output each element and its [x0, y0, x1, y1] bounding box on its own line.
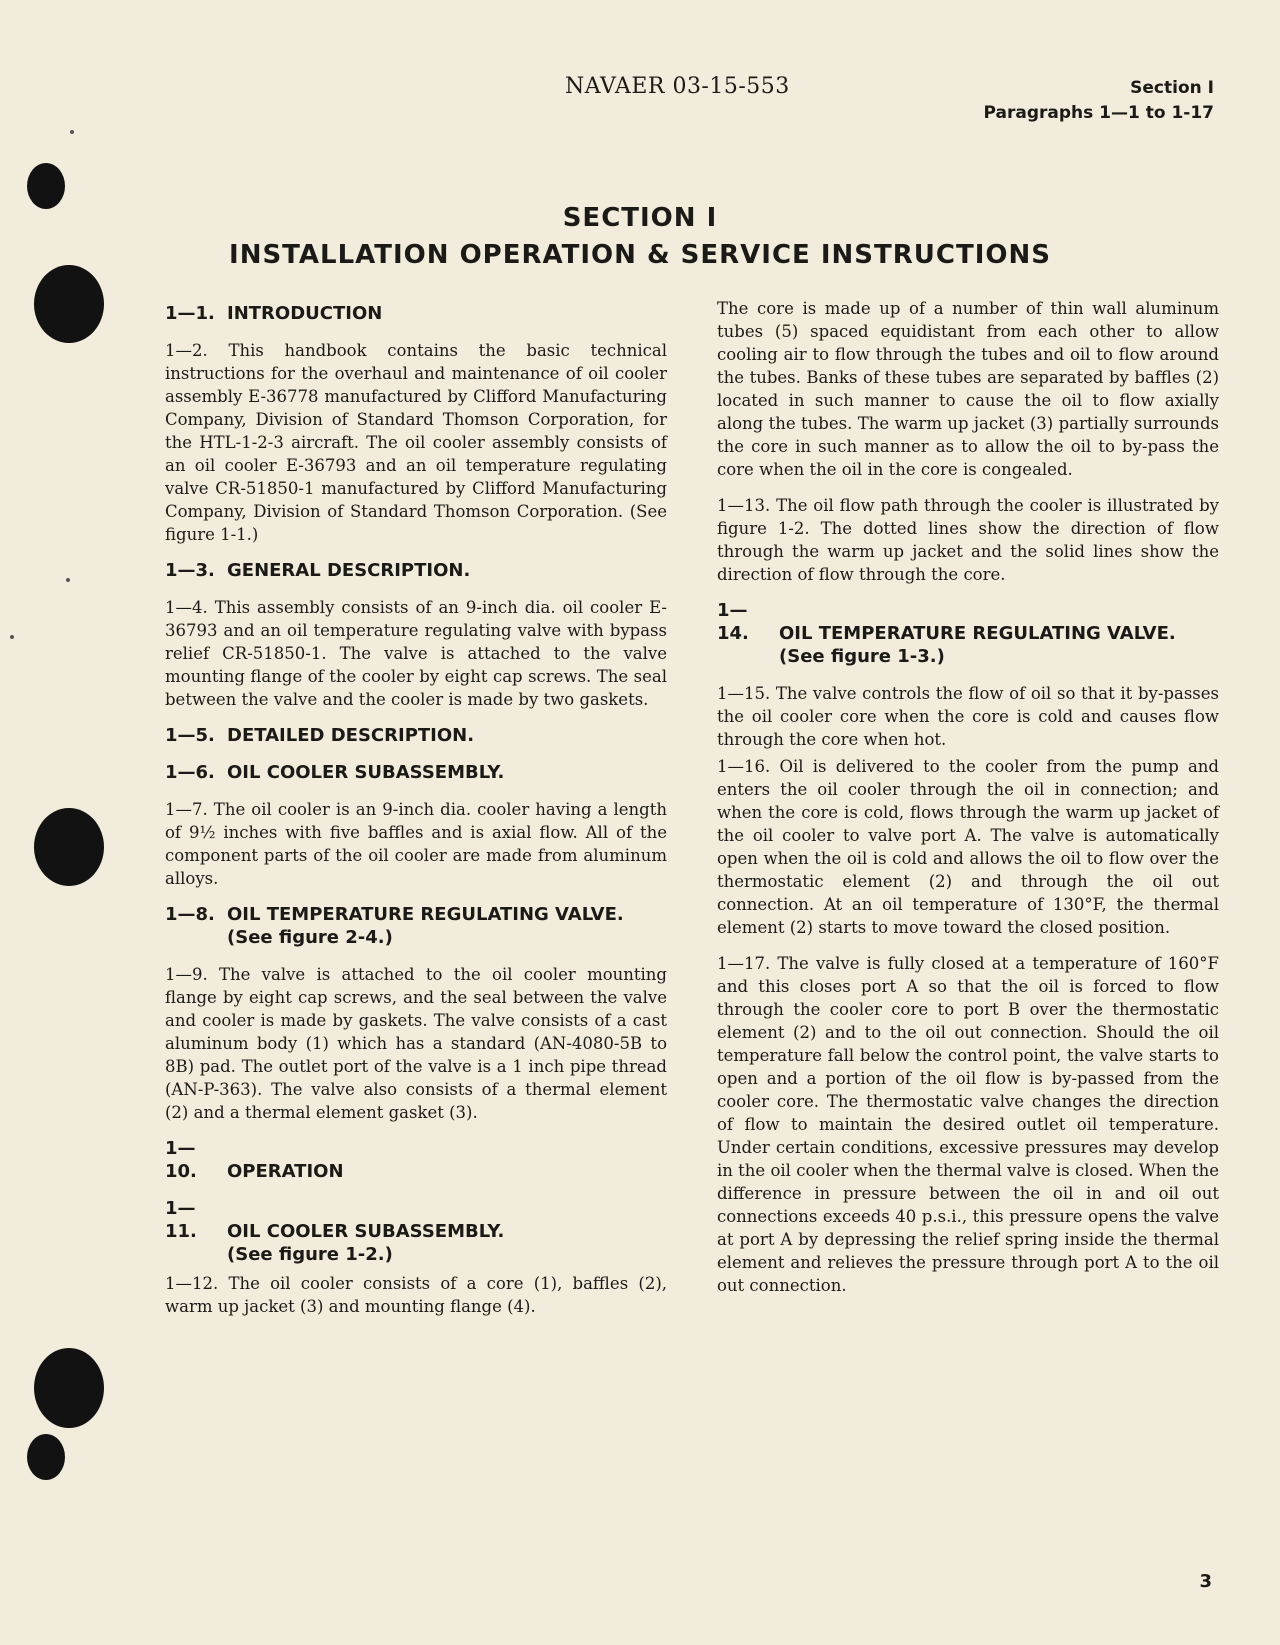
heading-oil-cooler-subassembly-operation — [165, 1197, 667, 1266]
heading-oil-temperature-regulating-valve — [165, 903, 667, 949]
heading-title: GENERAL DESCRIPTION. — [227, 560, 471, 581]
heading-oil-cooler-subassembly — [165, 761, 667, 784]
paragraph-1-17: 1—17. The valve is fully closed at a temperature of 160°F and this closes port A so that the oil is forced to flow through the cooler core to port B over the thermostatic element (2) and to the oil out connection. Should the oil temperature fall below the control point, the valve starts to open and a portion of the oil flow is by-passed from the cooler core. The thermostatic valve changes the direction of flow to maintain the desired outlet oil temperature. Under certain conditions, excessive pressures may develop in the oil cooler when the thermal valve is closed. When the difference in pressure between the oil in and oil out connections exceeds 40 p.s.i., this pressure opens the valve at port A by depressing the relief spring inside the thermal element and relieves the pressure through port A to the oil out connection. — [717, 954, 1219, 1295]
heading-detailed-description — [165, 724, 667, 747]
paragraph-1-16: 1—16. Oil is delivered to the cooler from the pump and enters the oil cooler through the oil in connection; and when the core is cold, flows through the warm up jacket of the oil cooler to valve port A. The valve is automatically open when the oil is cold and allows the oil to flow over the thermostatic element (2) and through the oil out connection. At an oil temperature of 130°F, the thermal element (2) starts to move toward the closed position. — [717, 757, 1219, 937]
heading-oil-temperature-regulating-valve-operation — [717, 599, 1219, 668]
speck — [70, 130, 74, 134]
heading-operation — [165, 1137, 667, 1183]
header-right — [983, 76, 1214, 126]
binder-hole — [27, 1434, 65, 1480]
page-number: 3 — [1199, 1571, 1212, 1592]
paragraph-1-15: 1—15. The valve controls the flow of oil so that it by-passes the oil cooler core when the core is cold and causes flow through the core when hot. — [717, 684, 1219, 749]
heading-number: 1—1. — [165, 303, 215, 324]
heading-title: OPERATION — [227, 1161, 344, 1182]
heading-title: OIL COOLER SUBASSEMBLY. — [227, 762, 505, 783]
paragraph-1-2: 1—2. This handbook contains the basic technical instructions for the overhaul and maintenance of oil cooler assembly E-36778 manufactured by Clifford Manufacturing Company, Division of Standard Thomson Corporation, for the HTL-1-2-3 aircraft. The oil cooler assembly consists of an oil cooler E-36793 and an oil temperature regulating valve CR-51850-1 manufactured by Clifford Manufacturing Company, Division of Standard Thomson Corporation. (See figure 1-1.) — [165, 341, 667, 544]
section-heading: SECTION I — [562, 203, 718, 233]
figure-reference: (See figure 2-4.) — [227, 927, 393, 948]
paragraph-1-4: 1—4. This assembly consists of an 9-inch dia. oil cooler E-36793 and an oil temperature regulating valve with bypass relief CR-51850-1. The valve is attached to the valve mounting flange of the cooler by eight cap screws. The seal between the valve and the cooler is made by two gaskets. — [165, 598, 667, 709]
heading-title: OIL TEMPERATURE REGULATING VALVE. — [227, 904, 624, 925]
heading-introduction — [165, 302, 667, 325]
figure-reference: (See figure 1-3.) — [779, 646, 945, 667]
heading-title: OIL COOLER SUBASSEMBLY. — [227, 1221, 505, 1242]
figure-reference: (See figure 1-2.) — [227, 1244, 393, 1265]
speck — [66, 578, 70, 582]
binder-hole — [34, 265, 104, 343]
heading-number: 1—5. — [165, 725, 215, 746]
heading-number: 1—6. — [165, 762, 215, 783]
paragraph-1-12: 1—12. The oil cooler consists of a core (1), baffles (2), warm up jacket (3) and mounting flange (4). — [165, 1274, 667, 1316]
binder-hole — [34, 808, 104, 886]
heading-general-description — [165, 559, 667, 582]
paragraph-continued: The core is made up of a number of thin wall aluminum tubes (5) spaced equidistant from each other to allow cooling air to flow through the tubes and oil to flow around the tubes. Banks of these tubes are separated by baffles (2) located in such manner to cause the oil to flow axially along the tubes. The warm up jacket (3) partially surrounds the core in such manner as to allow the oil to by-pass the core when the oil in the core is congealed. — [717, 299, 1219, 479]
section-subheading: INSTALLATION OPERATION & SERVICE INSTRUCTIONS — [229, 240, 1051, 270]
heading-number: 1—8. — [165, 904, 215, 925]
speck — [10, 635, 14, 639]
heading-number: 1—10. — [165, 1138, 197, 1182]
heading-number: 1—11. — [165, 1198, 197, 1242]
binder-hole — [34, 1348, 104, 1428]
paragraph-1-13: 1—13. The oil flow path through the cooler is illustrated by figure 1-2. The dotted lines show the direction of flow through the warm up jacket and the solid lines show the direction of flow through the core. — [717, 496, 1219, 584]
heading-number: 1—3. — [165, 560, 215, 581]
section-label: Section I — [1130, 78, 1214, 98]
left-column — [165, 302, 667, 1331]
paragraph-1-9: 1—9. The valve is attached to the oil cooler mounting flange by eight cap screws, and the seal between the valve and cooler is made by gaskets. The valve consists of a cast aluminum body (1) which has a standard (AN-4080-5B to 8B) pad. The outlet port of the valve is a 1 inch pipe thread (AN-P-363). The valve also consists of a thermal element (2) and a thermal element gasket (3). — [165, 965, 667, 1122]
document-number: NAVAER 03-15-553 — [565, 74, 790, 99]
paragraph-range: Paragraphs 1—1 to 1-17 — [983, 103, 1214, 123]
heading-title: DETAILED DESCRIPTION. — [227, 725, 475, 746]
heading-title: OIL TEMPERATURE REGULATING VALVE. — [779, 623, 1176, 644]
paragraph-1-7: 1—7. The oil cooler is an 9-inch dia. cooler having a length of 9½ inches with five baffles and is axial flow. All of the component parts of the oil cooler are made from aluminum alloys. — [165, 800, 667, 888]
right-column — [717, 297, 1219, 1310]
section-title — [0, 201, 1280, 275]
heading-number: 1—14. — [717, 600, 749, 644]
heading-title: INTRODUCTION — [227, 303, 383, 324]
